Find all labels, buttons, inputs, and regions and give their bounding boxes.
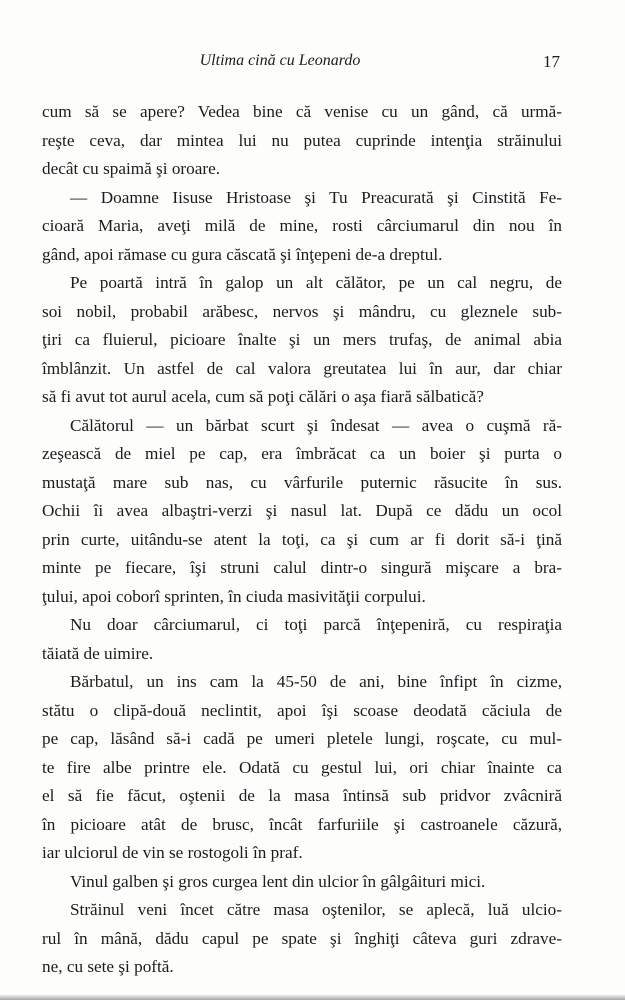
page-bottom-edge <box>0 994 625 1000</box>
text-line: ţiri ca fluierul, picioare înalte şi un mers trufaş, de animal abia <box>42 330 562 349</box>
text-line: mustaţă mare sub nas, cu vârfurile puternic răsucite în sus. <box>42 472 562 492</box>
text-line: Călătorul — un bărbat scurt şi îndesat — avea o cuşmă ră- <box>70 415 562 435</box>
text-line: zeşească de miel pe cap, era îmbrăcat ca un boier şi purta o <box>42 444 562 463</box>
text-line: Străinul veni încet către masa oştenilor, se aplecă, luă ulcio- <box>70 900 562 919</box>
running-head <box>40 50 560 74</box>
text-line: în picioare atât de brusc, încât farfuriile şi castroanele căzură, <box>42 814 562 834</box>
text-line: ne, cu sete şi poftă. <box>42 957 174 976</box>
text-line: soi nobil, probabil arăbesc, nervos şi mândru, cu gleznele sub- <box>42 301 562 321</box>
text-line: Ochii îi avea albaştri-verzi şi nasul lat. După ce dădu un ocol <box>42 501 562 520</box>
text-line: te fire albe printre ele. Odată cu gestul lui, ori chiar înainte ca <box>42 757 562 777</box>
text-line: Vinul galben şi gros curgea lent din ulcior în gâlgâituri mici. <box>70 871 486 891</box>
text-line: cioară Maria, aveţi milă de mine, rosti cârciumarul din nou în <box>42 216 562 235</box>
text-line: reşte ceva, dar mintea lui nu putea cuprinde intenţia străinului <box>42 130 562 150</box>
page-number: 17 <box>543 52 560 71</box>
body-text <box>42 98 562 982</box>
text-line: gând, apoi rămase cu gura căscată şi înţepeni de-a dreptul. <box>42 244 443 264</box>
text-line: ţului, apoi coborî sprinten, în ciuda masivităţii corpului. <box>42 586 426 606</box>
text-line: cum să se apere? Vedea bine că venise cu un gând, că urmă- <box>42 102 562 121</box>
text-line: el să fie făcut, oştenii de la masa întinsă sub pridvor zvâcniră <box>42 786 562 805</box>
text-line: iar ulciorul de vin se rostogoli în praf. <box>42 843 303 862</box>
text-line: Pe poartă intră în galop un alt călător, pe un cal negru, de <box>70 273 562 292</box>
text-line: minte pe fiecare, îşi struni calul dintr-o singură mişcare a bra- <box>42 558 562 577</box>
text-line: Nu doar cârciumarul, ci toţi parcă înţepeniră, cu respiraţia <box>70 615 562 634</box>
text-line: stătu o clipă-două neclintit, apoi îşi scoase deodată căciula de <box>42 700 562 720</box>
text-line: Bărbatul, un ins cam la 45-50 de ani, bine înfipt în cizme, <box>70 672 562 691</box>
text-line: tăiată de uimire. <box>42 643 154 663</box>
running-title: Ultima cină cu Leonardo <box>199 52 361 69</box>
text-line: să fi avut tot aurul acela, cum să poţi călări o aşa fiară sălbatică? <box>42 387 484 406</box>
text-line: prin curte, uitându-se atent la toţi, ca şi cum ar fi dorit să-i ţină <box>42 529 562 549</box>
text-line: pe cap, lăsând să-i cadă pe umeri pletele lungi, roşcate, cu mul- <box>42 729 562 748</box>
text-line: îmblânzit. Un astfel de cal valora greutatea lui în aur, dar chiar <box>42 358 562 378</box>
text-line: — Doamne Iisuse Hristoase şi Tu Preacurată şi Cinstită Fe- <box>70 187 562 207</box>
text-line: rul în mână, dădu capul pe spate şi înghiţi câteva guri zdrave- <box>42 928 562 948</box>
text-line: decât cu spaimă şi oroare. <box>42 159 221 178</box>
